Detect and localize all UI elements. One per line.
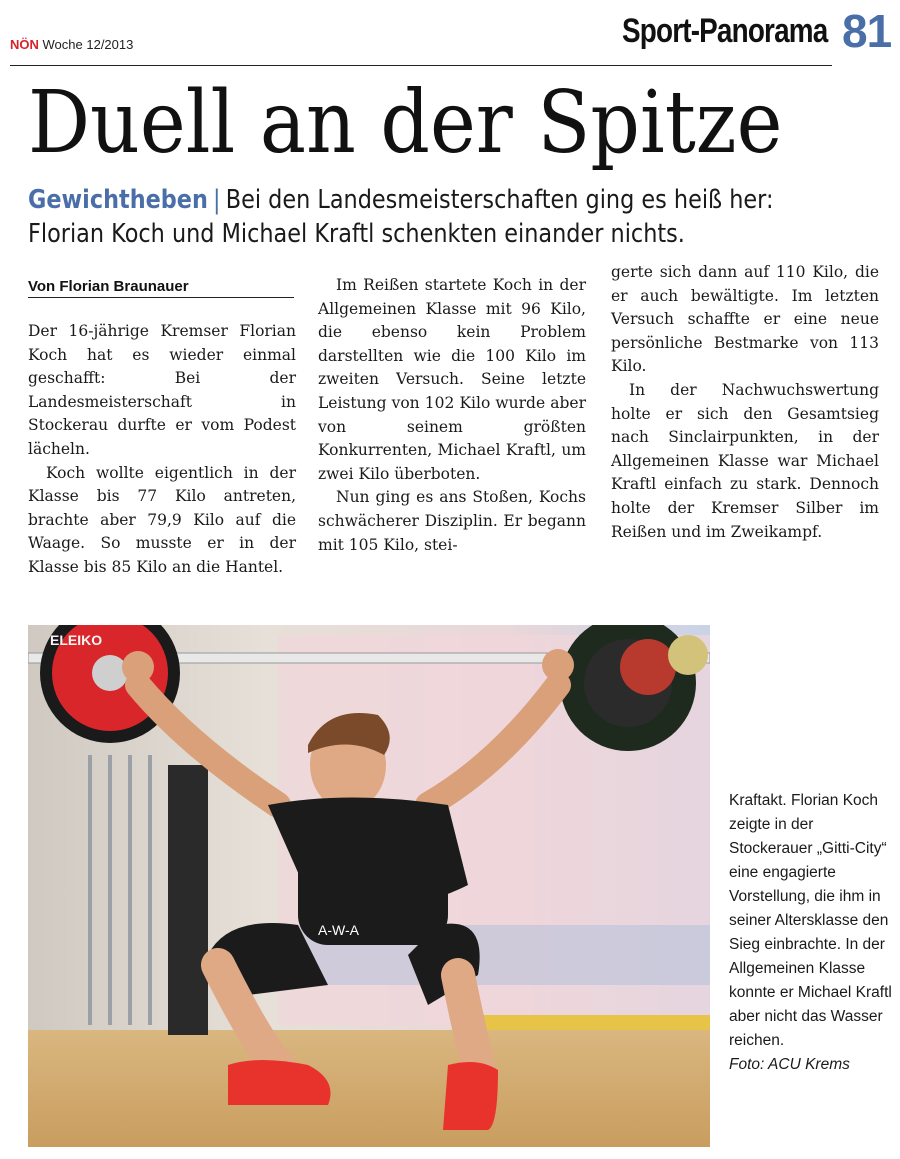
- lead-paragraph: [28, 183, 785, 251]
- dark-post: [168, 765, 208, 1035]
- caption-text: Kraftakt. Florian Koch zeigte in der Stockerauer „Gitti-City“ eine engagierte Vorstellung, die ihm in seiner Altersklasse den Sieg einbrachte. In der Allgemeinen Klasse konnte er Michael Kraftl aber nicht das Wasser reichen.: [729, 792, 892, 1049]
- paragraph: Nun ging es ans Stoßen, Kochs schwächerer Disziplin. Er begann mit 105 Kilo, stei-: [318, 488, 586, 554]
- right-shoe: [443, 1062, 498, 1130]
- page-number: 81: [842, 5, 892, 57]
- plate-brand-text: ELEIKO: [50, 632, 103, 648]
- kicker-divider: |: [213, 185, 221, 215]
- article-column-1: [28, 320, 296, 580]
- issue-week: Woche 12/2013: [42, 37, 134, 52]
- section-title: Sport-Panorama: [622, 12, 828, 50]
- wooden-floor: [28, 1030, 710, 1147]
- publication-logo: NÖN: [10, 37, 39, 52]
- kicker: Gewichtheben: [28, 185, 208, 215]
- paragraph: gerte sich dann auf 110 Kilo, die er auch bewältigte. Im letzten Versuch schaffte er eine neue persönliche Bestmarke von 113 Kilo.: [611, 263, 879, 376]
- header-rule: [10, 65, 832, 66]
- photo-caption: [729, 789, 894, 1077]
- paragraph: In der Nachwuchswertung holte er sich den Gesamtsieg nach Sinclairpunkten, in der Allgemeinen Klasse war Michael Kraftl einfach zu stark. Dennoch holte der Kremser Silber im Reißen und im Zweikampf.: [611, 380, 879, 541]
- paragraph: Der 16-jährige Kremser Florian Koch hat es wieder einmal geschafft: Bei der Landesmeisterschaft in Stockerau durfte er vom Podest lächeln.: [28, 322, 296, 458]
- weightlifter-photo-illustration: [28, 625, 710, 1147]
- article-column-2: [318, 274, 586, 557]
- paragraph: Im Reißen startete Koch in der Allgemeinen Klasse mit 96 Kilo, die ebenso kein Problem darstellten wie die 100 Kilo im zweiten Versuch. Seine letzte Leistung von 102 Kilo wurde aber von seinem größten Konkurrenten, Michael Kraftl, um zwei Kilo überboten.: [318, 276, 586, 483]
- article-photo: [28, 625, 710, 1147]
- paragraph: Koch wollte eigentlich in der Klasse bis 77 Kilo antreten, brachte aber 79,9 Kilo auf die Waage. So musste er in der Klasse bis 85 Kilo an die Hantel.: [28, 463, 296, 576]
- headline: Duell an der Spitze: [28, 73, 783, 173]
- shirt-text: A-W-A: [318, 922, 359, 938]
- byline: Von Florian Braunauer: [28, 278, 294, 298]
- right-leg: [458, 975, 478, 1065]
- photo-credit: Foto: ACU Krems: [729, 1056, 850, 1073]
- page-header-left: [10, 37, 133, 52]
- article-column-3: [611, 261, 879, 544]
- lead-text: Bei den Landesmeisterschaften ging es heiß her: Florian Koch und Michael Kraftl schenkten einander nichts.: [28, 185, 774, 249]
